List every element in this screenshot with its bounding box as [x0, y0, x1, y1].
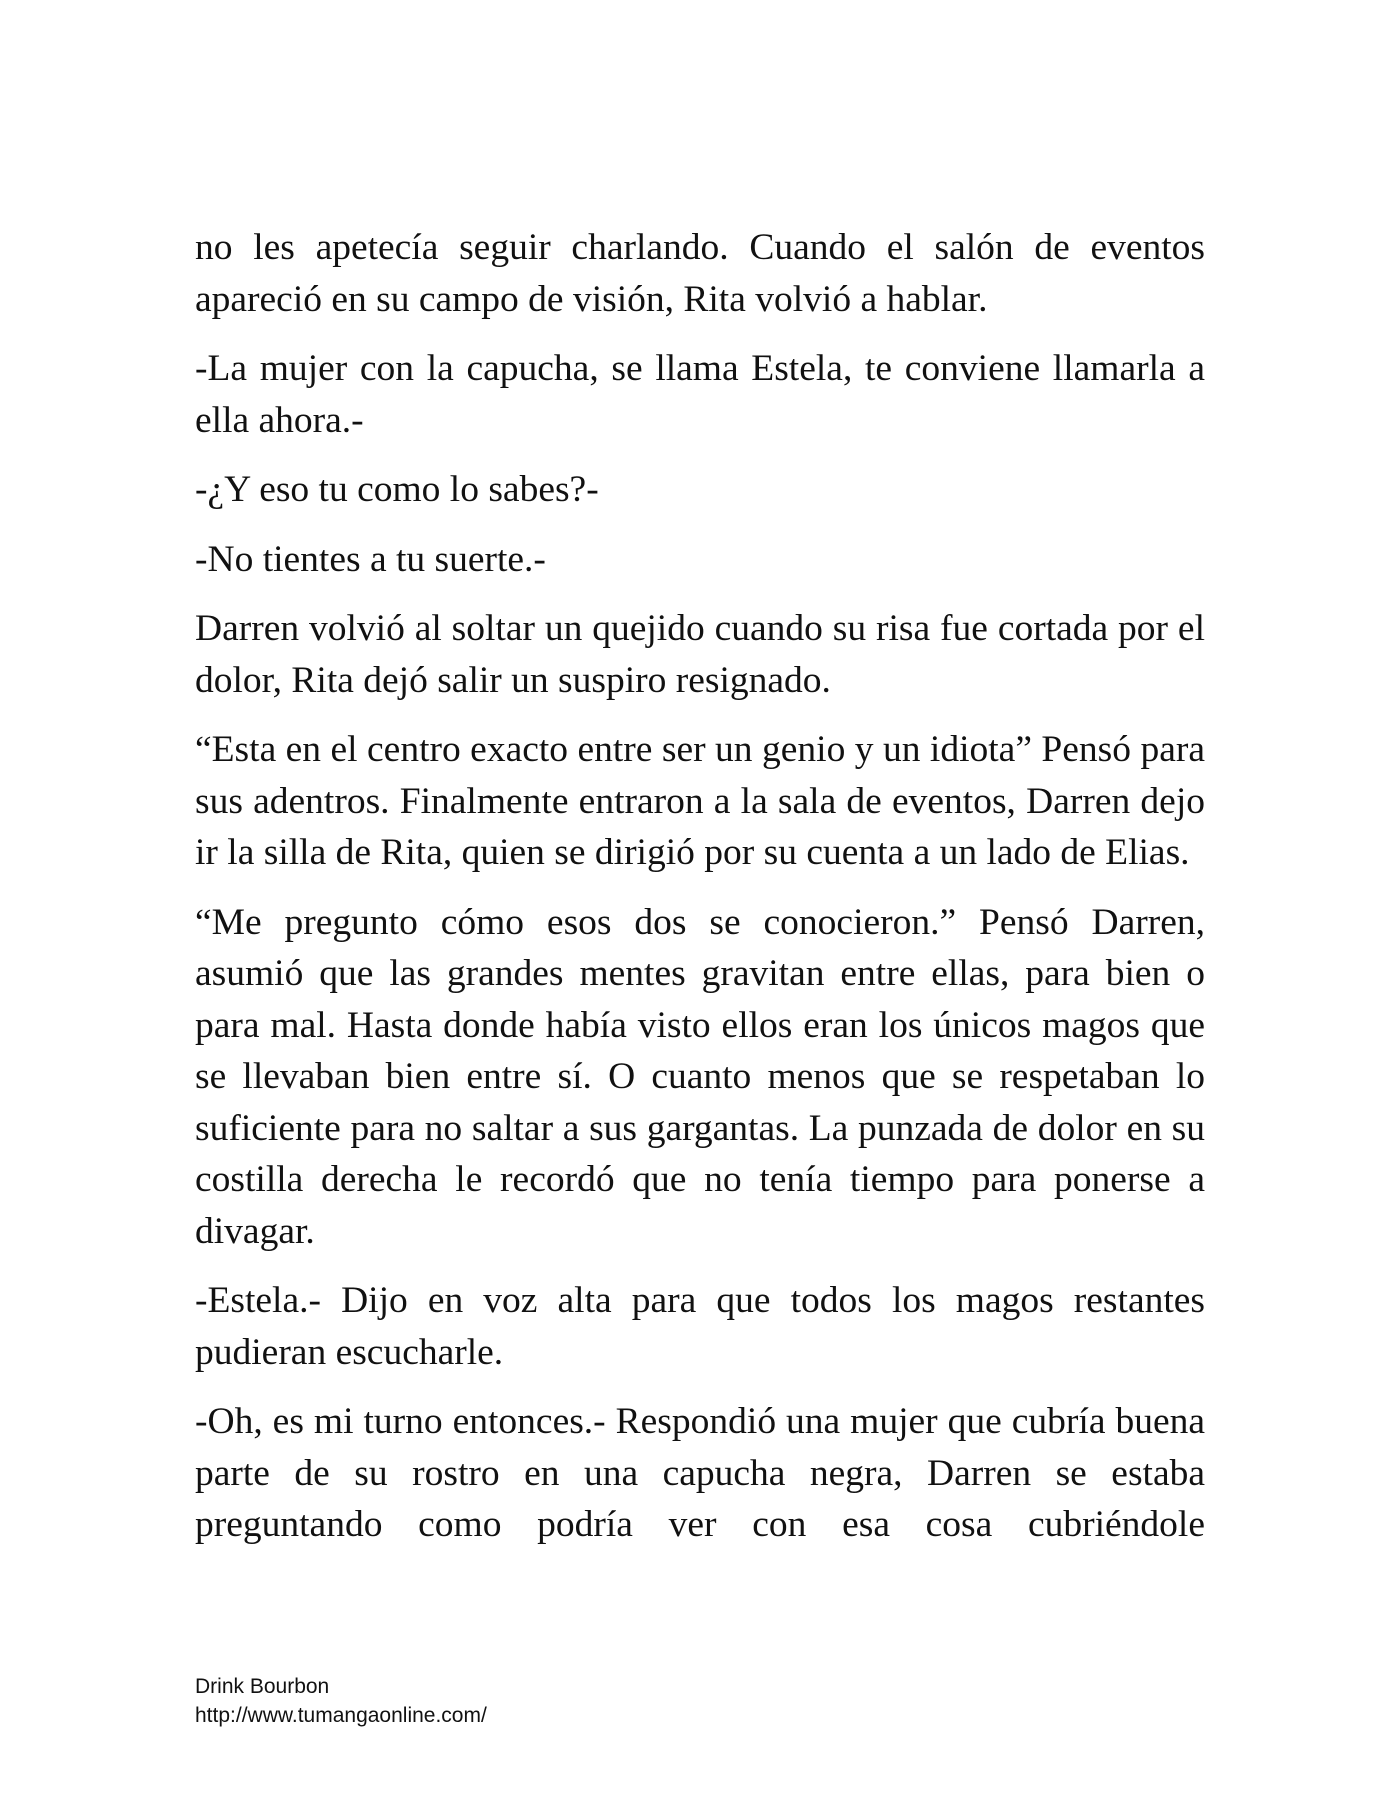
- paragraph-7: “Me pregunto cómo esos dos se conocieron.” Pensó Darren, asumió que las grandes mentes gravitan entre ellas, para bien o para mal. Hasta donde había visto ellos eran los únicos magos que se llevaban bien entre sí. O cuanto menos que se respetaban lo suficiente para no saltar a sus gargantas. La punzada de dolor en su costilla derecha le recordó que no tenía tiempo para ponerse a divagar.: [195, 901, 1205, 1252]
- paragraph-6: “Esta en el centro exacto entre ser un genio y un idiota” Pensó para sus adentros. Finalmente entraron a la sala de eventos, Darren dejo ir la silla de Rita, quien se dirigió por su cuenta a un lado de Elias.: [195, 729, 1205, 873]
- body-text: [195, 222, 1205, 1569]
- footer-url: http://www.tumangaonline.com/: [195, 1704, 487, 1727]
- paragraph-8: -Estela.- Dijo en voz alta para que todos los magos restantes pudieran escucharle.: [195, 1280, 1205, 1373]
- paragraph-5: Darren volvió al soltar un quejido cuando su risa fue cortada por el dolor, Rita dejó salir un suspiro resignado.: [195, 608, 1205, 701]
- page-footer: [195, 1672, 487, 1730]
- paragraph-1: no les apetecía seguir charlando. Cuando el salón de eventos apareció en su campo de visión, Rita volvió a hablar.: [195, 227, 1205, 320]
- paragraph-2: -La mujer con la capucha, se llama Estela, te conviene llamarla a ella ahora.-: [195, 348, 1205, 441]
- footer-author: Drink Bourbon: [195, 1675, 330, 1698]
- paragraph-3: -¿Y eso tu como lo sabes?-: [195, 469, 599, 510]
- paragraph-4: -No tientes a tu suerte.-: [195, 538, 546, 580]
- paragraph-9: -Oh, es mi turno entonces.- Respondió una mujer que cubría buena parte de su rostro en una capucha negra, Darren se estaba preguntando como podría ver con esa cosa cubriéndole: [195, 1401, 1205, 1545]
